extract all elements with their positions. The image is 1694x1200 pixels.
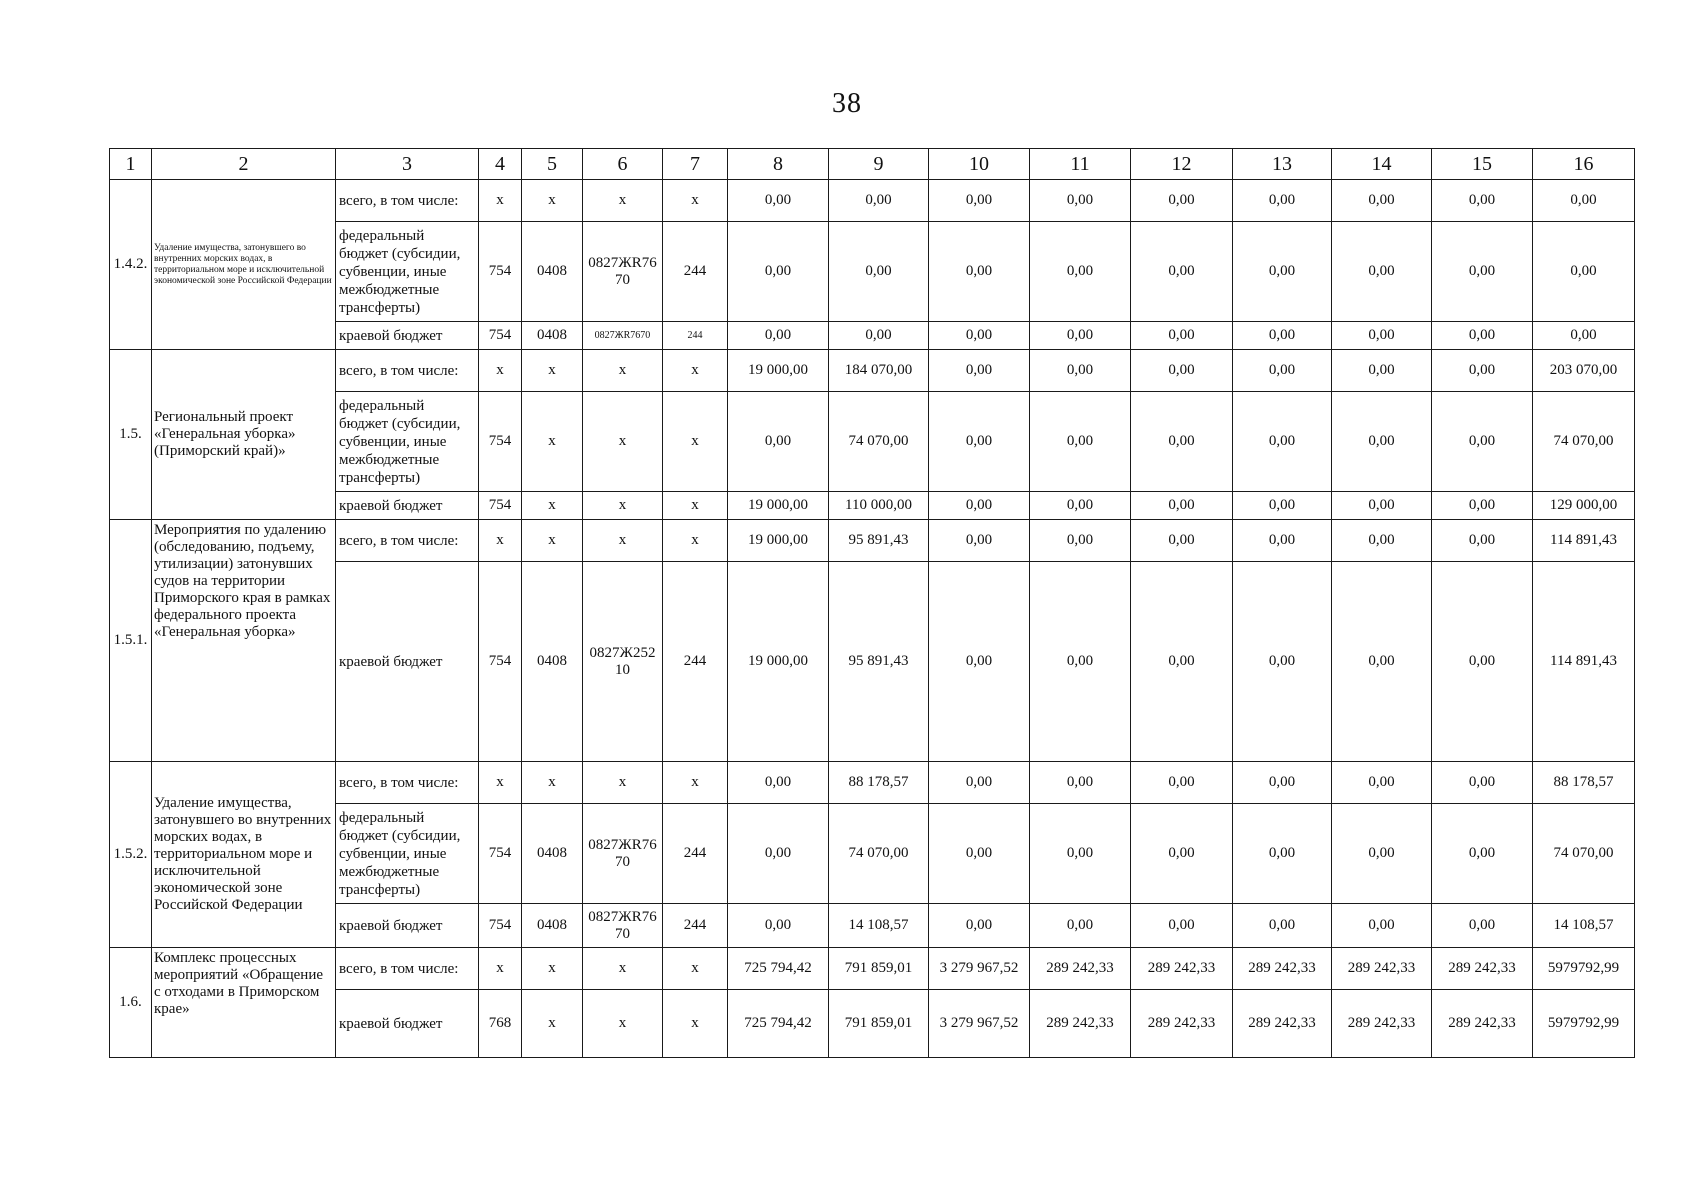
section-code: x xyxy=(522,762,583,804)
column-header: 11 xyxy=(1030,149,1131,180)
target-code: 0827ЖR7670 xyxy=(583,322,663,350)
amount-cell: 0,00 xyxy=(1131,562,1233,762)
expense-type-code: x xyxy=(663,392,728,492)
table-row xyxy=(110,392,1635,492)
item-name: Мероприятия по удалению (обследованию, подъему, утилизации) затонувших судов на территории Приморского края в рамках федерального проекта «Генеральная уборка» xyxy=(152,520,336,762)
amount-cell: 289 242,33 xyxy=(1432,948,1533,990)
expense-type-code: 244 xyxy=(663,804,728,904)
expense-type-code: 244 xyxy=(663,562,728,762)
amount-cell: 5979792,99 xyxy=(1533,948,1635,990)
amount-cell: 14 108,57 xyxy=(1533,904,1635,948)
amount-cell: 725 794,42 xyxy=(728,990,829,1058)
amount-cell: 88 178,57 xyxy=(829,762,929,804)
amount-cell: 0,00 xyxy=(1233,180,1332,222)
admin-code: x xyxy=(479,350,522,392)
admin-code: x xyxy=(479,948,522,990)
target-code: x xyxy=(583,948,663,990)
admin-code: x xyxy=(479,520,522,562)
target-code: 0827ЖR76 70 xyxy=(583,222,663,322)
budget-table xyxy=(109,148,1635,1058)
amount-cell: 0,00 xyxy=(1030,180,1131,222)
amount-cell: 110 000,00 xyxy=(829,492,929,520)
amount-cell: 0,00 xyxy=(728,222,829,322)
table-row xyxy=(110,350,1635,392)
amount-cell: 0,00 xyxy=(1432,392,1533,492)
amount-cell: 19 000,00 xyxy=(728,350,829,392)
amount-cell: 289 242,33 xyxy=(1131,990,1233,1058)
funding-source: всего, в том числе: xyxy=(336,180,479,222)
amount-cell: 0,00 xyxy=(1533,322,1635,350)
amount-cell: 0,00 xyxy=(1332,180,1432,222)
amount-cell: 0,00 xyxy=(1233,492,1332,520)
section-code: 0408 xyxy=(522,562,583,762)
section-code: x xyxy=(522,392,583,492)
amount-cell: 0,00 xyxy=(1332,492,1432,520)
amount-cell: 3 279 967,52 xyxy=(929,990,1030,1058)
amount-cell: 0,00 xyxy=(1131,222,1233,322)
item-code: 1.6. xyxy=(110,948,152,1058)
target-code: x xyxy=(583,350,663,392)
expense-type-code: x xyxy=(663,762,728,804)
table-row xyxy=(110,904,1635,948)
amount-cell: 3 279 967,52 xyxy=(929,948,1030,990)
amount-cell: 0,00 xyxy=(1432,562,1533,762)
expense-type-code: x xyxy=(663,492,728,520)
column-header: 5 xyxy=(522,149,583,180)
item-code: 1.4.2. xyxy=(110,180,152,350)
amount-cell: 0,00 xyxy=(1432,180,1533,222)
amount-cell: 0,00 xyxy=(1030,562,1131,762)
amount-cell: 0,00 xyxy=(1332,804,1432,904)
expense-type-code: x xyxy=(663,948,728,990)
amount-cell: 0,00 xyxy=(1432,322,1533,350)
column-header: 7 xyxy=(663,149,728,180)
amount-cell: 0,00 xyxy=(929,180,1030,222)
amount-cell: 0,00 xyxy=(1233,322,1332,350)
amount-cell: 95 891,43 xyxy=(829,520,929,562)
amount-cell: 0,00 xyxy=(929,904,1030,948)
table-row xyxy=(110,804,1635,904)
amount-cell: 791 859,01 xyxy=(829,990,929,1058)
amount-cell: 0,00 xyxy=(929,350,1030,392)
table-header-row xyxy=(110,149,1635,180)
amount-cell: 289 242,33 xyxy=(1332,990,1432,1058)
target-code: 0827ЖR76 70 xyxy=(583,804,663,904)
amount-cell: 74 070,00 xyxy=(829,804,929,904)
admin-code: 754 xyxy=(479,322,522,350)
funding-source: федеральный бюджет (субсидии, субвенции, иные межбюджетные трансферты) xyxy=(336,222,479,322)
amount-cell: 289 242,33 xyxy=(1030,948,1131,990)
target-code: 0827ЖR76 70 xyxy=(583,904,663,948)
amount-cell: 0,00 xyxy=(1030,762,1131,804)
column-header: 10 xyxy=(929,149,1030,180)
amount-cell: 0,00 xyxy=(728,904,829,948)
column-header: 4 xyxy=(479,149,522,180)
table-row xyxy=(110,762,1635,804)
section-code: x xyxy=(522,492,583,520)
amount-cell: 0,00 xyxy=(1432,762,1533,804)
amount-cell: 0,00 xyxy=(929,492,1030,520)
amount-cell: 0,00 xyxy=(728,322,829,350)
amount-cell: 0,00 xyxy=(728,762,829,804)
amount-cell: 289 242,33 xyxy=(1030,990,1131,1058)
amount-cell: 0,00 xyxy=(1131,804,1233,904)
amount-cell: 0,00 xyxy=(829,222,929,322)
target-code: x xyxy=(583,392,663,492)
funding-source: всего, в том числе: xyxy=(336,350,479,392)
amount-cell: 0,00 xyxy=(1332,904,1432,948)
target-code: x xyxy=(583,762,663,804)
amount-cell: 0,00 xyxy=(1432,222,1533,322)
amount-cell: 0,00 xyxy=(1030,904,1131,948)
funding-source: краевой бюджет xyxy=(336,322,479,350)
item-name: Региональный проект «Генеральная уборка» (Приморский край)» xyxy=(152,350,336,520)
item-code: 1.5.2. xyxy=(110,762,152,948)
amount-cell: 0,00 xyxy=(1432,350,1533,392)
amount-cell: 0,00 xyxy=(1233,904,1332,948)
amount-cell: 74 070,00 xyxy=(1533,804,1635,904)
page-number: 38 xyxy=(832,88,862,119)
table-row xyxy=(110,222,1635,322)
amount-cell: 0,00 xyxy=(1030,520,1131,562)
amount-cell: 791 859,01 xyxy=(829,948,929,990)
amount-cell: 0,00 xyxy=(1432,520,1533,562)
amount-cell: 0,00 xyxy=(1233,222,1332,322)
section-code: 0408 xyxy=(522,904,583,948)
admin-code: 754 xyxy=(479,392,522,492)
amount-cell: 0,00 xyxy=(1332,350,1432,392)
funding-source: федеральный бюджет (субсидии, субвенции, иные межбюджетные трансферты) xyxy=(336,804,479,904)
amount-cell: 129 000,00 xyxy=(1533,492,1635,520)
column-header: 9 xyxy=(829,149,929,180)
amount-cell: 0,00 xyxy=(1233,804,1332,904)
amount-cell: 0,00 xyxy=(929,762,1030,804)
target-code: x xyxy=(583,180,663,222)
column-header: 8 xyxy=(728,149,829,180)
amount-cell: 0,00 xyxy=(1233,392,1332,492)
funding-source: краевой бюджет xyxy=(336,990,479,1058)
admin-code: 754 xyxy=(479,492,522,520)
table-row xyxy=(110,520,1635,562)
amount-cell: 114 891,43 xyxy=(1533,562,1635,762)
amount-cell: 0,00 xyxy=(728,180,829,222)
section-code: 0408 xyxy=(522,222,583,322)
amount-cell: 0,00 xyxy=(1030,392,1131,492)
amount-cell: 289 242,33 xyxy=(1131,948,1233,990)
funding-source: всего, в том числе: xyxy=(336,520,479,562)
amount-cell: 0,00 xyxy=(1131,492,1233,520)
amount-cell: 74 070,00 xyxy=(829,392,929,492)
column-header: 3 xyxy=(336,149,479,180)
funding-source: федеральный бюджет (субсидии, субвенции, иные межбюджетные трансферты) xyxy=(336,392,479,492)
column-header: 1 xyxy=(110,149,152,180)
amount-cell: 0,00 xyxy=(1533,222,1635,322)
admin-code: 768 xyxy=(479,990,522,1058)
amount-cell: 0,00 xyxy=(1332,322,1432,350)
expense-type-code: 244 xyxy=(663,222,728,322)
amount-cell: 0,00 xyxy=(728,804,829,904)
amount-cell: 0,00 xyxy=(1030,222,1131,322)
amount-cell: 0,00 xyxy=(829,322,929,350)
amount-cell: 0,00 xyxy=(1131,180,1233,222)
column-header: 13 xyxy=(1233,149,1332,180)
expense-type-code: x xyxy=(663,180,728,222)
admin-code: 754 xyxy=(479,222,522,322)
column-header: 16 xyxy=(1533,149,1635,180)
section-code: 0408 xyxy=(522,804,583,904)
funding-source: краевой бюджет xyxy=(336,904,479,948)
amount-cell: 114 891,43 xyxy=(1533,520,1635,562)
amount-cell: 0,00 xyxy=(1030,492,1131,520)
item-name: Удаление имущества, затонувшего во внутренних морских водах, в территориальном море и исключительной экономической зоне Российской Федерации xyxy=(152,180,336,350)
section-code: x xyxy=(522,350,583,392)
expense-type-code: x xyxy=(663,990,728,1058)
admin-code: x xyxy=(479,180,522,222)
admin-code: 754 xyxy=(479,804,522,904)
table-row xyxy=(110,322,1635,350)
column-header: 6 xyxy=(583,149,663,180)
amount-cell: 0,00 xyxy=(1030,804,1131,904)
amount-cell: 0,00 xyxy=(1332,520,1432,562)
amount-cell: 0,00 xyxy=(1030,350,1131,392)
section-code: x xyxy=(522,520,583,562)
target-code: 0827Ж252 10 xyxy=(583,562,663,762)
amount-cell: 0,00 xyxy=(929,520,1030,562)
amount-cell: 0,00 xyxy=(1332,222,1432,322)
amount-cell: 74 070,00 xyxy=(1533,392,1635,492)
amount-cell: 0,00 xyxy=(1131,762,1233,804)
expense-type-code: x xyxy=(663,520,728,562)
amount-cell: 0,00 xyxy=(1233,350,1332,392)
expense-type-code: 244 xyxy=(663,322,728,350)
admin-code: 754 xyxy=(479,904,522,948)
amount-cell: 0,00 xyxy=(1432,492,1533,520)
funding-source: всего, в том числе: xyxy=(336,948,479,990)
amount-cell: 0,00 xyxy=(1131,520,1233,562)
amount-cell: 0,00 xyxy=(1332,562,1432,762)
amount-cell: 0,00 xyxy=(1332,392,1432,492)
amount-cell: 0,00 xyxy=(728,392,829,492)
amount-cell: 0,00 xyxy=(1131,904,1233,948)
funding-source: краевой бюджет xyxy=(336,562,479,762)
amount-cell: 0,00 xyxy=(829,180,929,222)
table-row xyxy=(110,562,1635,762)
amount-cell: 0,00 xyxy=(1432,804,1533,904)
column-header: 15 xyxy=(1432,149,1533,180)
amount-cell: 0,00 xyxy=(1332,762,1432,804)
amount-cell: 203 070,00 xyxy=(1533,350,1635,392)
amount-cell: 0,00 xyxy=(1533,180,1635,222)
amount-cell: 0,00 xyxy=(1233,520,1332,562)
target-code: x xyxy=(583,492,663,520)
amount-cell: 95 891,43 xyxy=(829,562,929,762)
expense-type-code: 244 xyxy=(663,904,728,948)
amount-cell: 0,00 xyxy=(1131,392,1233,492)
amount-cell: 0,00 xyxy=(1131,350,1233,392)
column-header: 2 xyxy=(152,149,336,180)
table-row xyxy=(110,492,1635,520)
table-row xyxy=(110,948,1635,990)
column-header: 14 xyxy=(1332,149,1432,180)
amount-cell: 289 242,33 xyxy=(1432,990,1533,1058)
item-code: 1.5.1. xyxy=(110,520,152,762)
table-row xyxy=(110,180,1635,222)
table-row xyxy=(110,990,1635,1058)
amount-cell: 0,00 xyxy=(1131,322,1233,350)
amount-cell: 0,00 xyxy=(929,392,1030,492)
expense-type-code: x xyxy=(663,350,728,392)
amount-cell: 0,00 xyxy=(1030,322,1131,350)
funding-source: краевой бюджет xyxy=(336,492,479,520)
section-code: 0408 xyxy=(522,322,583,350)
funding-source: всего, в том числе: xyxy=(336,762,479,804)
amount-cell: 19 000,00 xyxy=(728,562,829,762)
amount-cell: 0,00 xyxy=(1233,762,1332,804)
amount-cell: 0,00 xyxy=(1432,904,1533,948)
target-code: x xyxy=(583,990,663,1058)
amount-cell: 0,00 xyxy=(929,322,1030,350)
section-code: x xyxy=(522,948,583,990)
amount-cell: 0,00 xyxy=(929,222,1030,322)
column-header: 12 xyxy=(1131,149,1233,180)
admin-code: 754 xyxy=(479,562,522,762)
amount-cell: 184 070,00 xyxy=(829,350,929,392)
section-code: x xyxy=(522,180,583,222)
section-code: x xyxy=(522,990,583,1058)
amount-cell: 0,00 xyxy=(929,562,1030,762)
item-name: Удаление имущества, затонувшего во внутренних морских водах, в территориальном море и исключительной экономической зоне Российской Федерации xyxy=(152,762,336,948)
amount-cell: 88 178,57 xyxy=(1533,762,1635,804)
table-body xyxy=(110,180,1635,1058)
amount-cell: 725 794,42 xyxy=(728,948,829,990)
amount-cell: 289 242,33 xyxy=(1233,990,1332,1058)
amount-cell: 19 000,00 xyxy=(728,492,829,520)
amount-cell: 0,00 xyxy=(1233,562,1332,762)
amount-cell: 0,00 xyxy=(929,804,1030,904)
amount-cell: 289 242,33 xyxy=(1233,948,1332,990)
item-code: 1.5. xyxy=(110,350,152,520)
amount-cell: 289 242,33 xyxy=(1332,948,1432,990)
amount-cell: 14 108,57 xyxy=(829,904,929,948)
amount-cell: 5979792,99 xyxy=(1533,990,1635,1058)
amount-cell: 19 000,00 xyxy=(728,520,829,562)
admin-code: x xyxy=(479,762,522,804)
target-code: x xyxy=(583,520,663,562)
item-name: Комплекс процессных мероприятий «Обращение с отходами в Приморском крае» xyxy=(152,948,336,1058)
